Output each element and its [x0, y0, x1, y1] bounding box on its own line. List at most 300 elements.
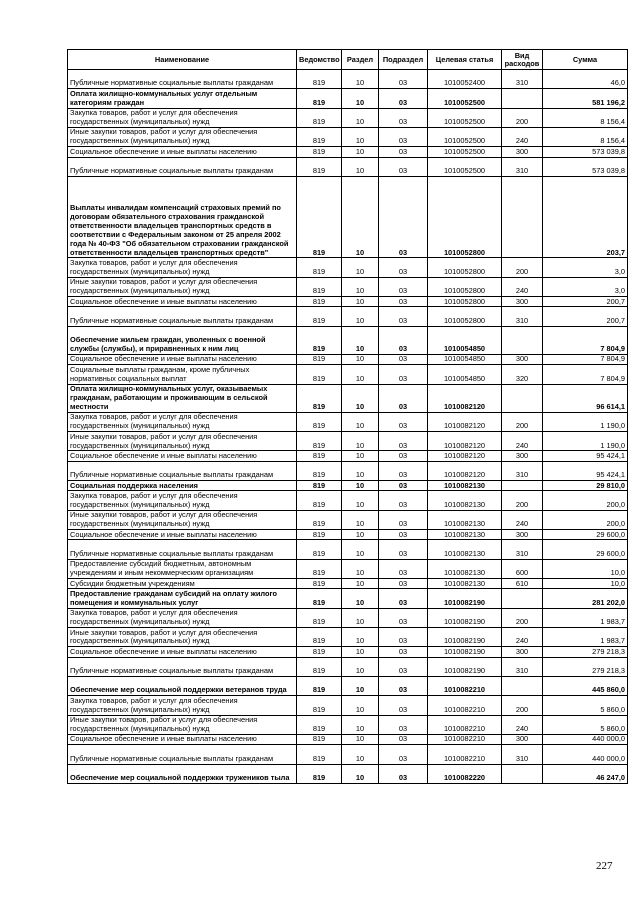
cell-cs: 1010082120 — [428, 451, 502, 461]
cell-ved: 819 — [297, 365, 342, 384]
cell-podrazdel: 03 — [379, 451, 428, 461]
cell-vr: 200 — [502, 108, 543, 127]
cell-sum: 29 810,0 — [543, 481, 628, 491]
cell-name: Закупка товаров, работ и услуг для обеспечения государственных (муниципальных) нужд — [68, 412, 297, 431]
cell-sum: 1 190,0 — [543, 412, 628, 431]
cell-razdel: 10 — [342, 589, 379, 608]
cell-podrazdel: 03 — [379, 147, 428, 157]
cell-cs: 1010082210 — [428, 715, 502, 734]
cell-cs: 1010082190 — [428, 589, 502, 608]
cell-podrazdel: 03 — [379, 354, 428, 364]
cell-vr: 610 — [502, 579, 543, 589]
cell-vr: 200 — [502, 608, 543, 627]
table-row — [68, 491, 628, 510]
cell-razdel: 10 — [342, 412, 379, 431]
cell-podrazdel: 03 — [379, 365, 428, 384]
cell-vr: 240 — [502, 277, 543, 296]
cell-sum: 7 804,9 — [543, 365, 628, 384]
cell-podrazdel: 03 — [379, 481, 428, 491]
cell-podrazdel: 03 — [379, 657, 428, 676]
table-row — [68, 647, 628, 657]
cell-sum: 573 039,8 — [543, 147, 628, 157]
cell-sum: 96 614,1 — [543, 384, 628, 412]
cell-vr — [502, 481, 543, 491]
cell-podrazdel: 03 — [379, 384, 428, 412]
cell-cs: 1010054850 — [428, 354, 502, 364]
cell-podrazdel: 03 — [379, 491, 428, 510]
col-header-sum: Сумма — [543, 50, 628, 70]
cell-razdel: 10 — [342, 540, 379, 559]
cell-podrazdel: 03 — [379, 258, 428, 277]
cell-name: Иные закупки товаров, работ и услуг для обеспечения государственных (муниципальных) нужд — [68, 432, 297, 451]
cell-ved: 819 — [297, 384, 342, 412]
cell-podrazdel: 03 — [379, 559, 428, 578]
cell-ved: 819 — [297, 647, 342, 657]
table-body — [68, 70, 628, 784]
cell-name: Публичные нормативные социальные выплаты гражданам — [68, 540, 297, 559]
cell-vr: 200 — [502, 491, 543, 510]
col-header-razdel: Раздел — [342, 50, 379, 70]
cell-sum: 46,0 — [543, 70, 628, 89]
cell-ved: 819 — [297, 734, 342, 744]
cell-vr: 240 — [502, 715, 543, 734]
cell-vr: 310 — [502, 657, 543, 676]
cell-ved: 819 — [297, 696, 342, 715]
cell-name: Социальное обеспечение и иные выплаты населению — [68, 147, 297, 157]
cell-razdel: 10 — [342, 354, 379, 364]
cell-cs: 1010082130 — [428, 540, 502, 559]
cell-vr: 310 — [502, 745, 543, 764]
table-row — [68, 354, 628, 364]
cell-podrazdel: 03 — [379, 277, 428, 296]
cell-razdel: 10 — [342, 147, 379, 157]
table-row — [68, 258, 628, 277]
col-header-podrazdel: Подраздел — [379, 50, 428, 70]
cell-razdel: 10 — [342, 70, 379, 89]
cell-podrazdel: 03 — [379, 677, 428, 696]
cell-cs: 1010052500 — [428, 108, 502, 127]
cell-name: Социальное обеспечение и иные выплаты населению — [68, 647, 297, 657]
cell-ved: 819 — [297, 715, 342, 734]
cell-ved: 819 — [297, 147, 342, 157]
cell-sum: 5 860,0 — [543, 715, 628, 734]
cell-razdel: 10 — [342, 734, 379, 744]
cell-sum: 445 860,0 — [543, 677, 628, 696]
cell-sum: 440 000,0 — [543, 745, 628, 764]
table-row — [68, 432, 628, 451]
table-row — [68, 764, 628, 783]
cell-name: Закупка товаров, работ и услуг для обеспечения государственных (муниципальных) нужд — [68, 608, 297, 627]
cell-sum: 29 600,0 — [543, 530, 628, 540]
cell-razdel: 10 — [342, 365, 379, 384]
cell-cs: 1010082120 — [428, 461, 502, 480]
table-row — [68, 176, 628, 258]
table-row — [68, 157, 628, 176]
cell-name: Публичные нормативные социальные выплаты гражданам — [68, 745, 297, 764]
cell-cs: 1010082220 — [428, 764, 502, 783]
table-row — [68, 70, 628, 89]
cell-razdel: 10 — [342, 176, 379, 258]
table-row — [68, 715, 628, 734]
cell-razdel: 10 — [342, 559, 379, 578]
cell-sum: 7 804,9 — [543, 326, 628, 354]
table-row — [68, 297, 628, 307]
cell-name: Предоставление субсидий бюджетным, автономным учреждениям и иным некоммерческим организациям — [68, 559, 297, 578]
cell-sum: 95 424,1 — [543, 451, 628, 461]
cell-name: Иные закупки товаров, работ и услуг для обеспечения государственных (муниципальных) нужд — [68, 628, 297, 647]
cell-cs: 1010082130 — [428, 579, 502, 589]
cell-ved: 819 — [297, 258, 342, 277]
cell-sum: 95 424,1 — [543, 461, 628, 480]
cell-ved: 819 — [297, 432, 342, 451]
cell-razdel: 10 — [342, 579, 379, 589]
table-row — [68, 745, 628, 764]
cell-sum: 10,0 — [543, 559, 628, 578]
budget-table — [67, 49, 628, 784]
table-row — [68, 696, 628, 715]
cell-cs: 1010082120 — [428, 432, 502, 451]
cell-vr — [502, 384, 543, 412]
cell-cs: 1010052500 — [428, 89, 502, 108]
cell-podrazdel: 03 — [379, 764, 428, 783]
cell-vr — [502, 176, 543, 258]
cell-podrazdel: 03 — [379, 127, 428, 146]
cell-vr: 300 — [502, 451, 543, 461]
cell-vr: 310 — [502, 540, 543, 559]
cell-sum: 279 218,3 — [543, 647, 628, 657]
cell-razdel: 10 — [342, 696, 379, 715]
cell-ved: 819 — [297, 354, 342, 364]
cell-cs: 1010082130 — [428, 559, 502, 578]
cell-name: Закупка товаров, работ и услуг для обеспечения государственных (муниципальных) нужд — [68, 696, 297, 715]
cell-vr: 240 — [502, 127, 543, 146]
cell-razdel: 10 — [342, 307, 379, 326]
cell-ved: 819 — [297, 297, 342, 307]
cell-cs: 1010082190 — [428, 647, 502, 657]
cell-cs: 1010052800 — [428, 258, 502, 277]
cell-podrazdel: 03 — [379, 461, 428, 480]
cell-ved: 819 — [297, 481, 342, 491]
cell-sum: 7 804,9 — [543, 354, 628, 364]
cell-sum: 279 218,3 — [543, 657, 628, 676]
table-row — [68, 89, 628, 108]
cell-ved: 819 — [297, 510, 342, 529]
col-header-ved: Ведомство — [297, 50, 342, 70]
cell-razdel: 10 — [342, 258, 379, 277]
cell-podrazdel: 03 — [379, 628, 428, 647]
cell-razdel: 10 — [342, 451, 379, 461]
cell-name: Иные закупки товаров, работ и услуг для обеспечения государственных (муниципальных) нужд — [68, 127, 297, 146]
cell-vr: 300 — [502, 297, 543, 307]
cell-name: Социальная поддержка населения — [68, 481, 297, 491]
cell-razdel: 10 — [342, 657, 379, 676]
cell-razdel: 10 — [342, 277, 379, 296]
cell-vr: 310 — [502, 70, 543, 89]
cell-ved: 819 — [297, 412, 342, 431]
cell-vr: 310 — [502, 461, 543, 480]
cell-vr: 240 — [502, 510, 543, 529]
table-row — [68, 510, 628, 529]
cell-ved: 819 — [297, 451, 342, 461]
table-row — [68, 307, 628, 326]
table-row — [68, 657, 628, 676]
cell-cs: 1010082190 — [428, 628, 502, 647]
cell-razdel: 10 — [342, 89, 379, 108]
col-header-name: Наименование — [68, 50, 297, 70]
cell-razdel: 10 — [342, 326, 379, 354]
cell-name: Социальные выплаты гражданам, кроме публичных нормативных социальных выплат — [68, 365, 297, 384]
cell-name: Предоставление гражданам субсидий на оплату жилого помещения и коммунальных услуг — [68, 589, 297, 608]
cell-name: Публичные нормативные социальные выплаты гражданам — [68, 157, 297, 176]
cell-razdel: 10 — [342, 745, 379, 764]
cell-podrazdel: 03 — [379, 647, 428, 657]
cell-podrazdel: 03 — [379, 589, 428, 608]
cell-name: Обеспечение жильем граждан, уволенных с военной службы (службы), и приравненных к ним лиц — [68, 326, 297, 354]
cell-vr: 300 — [502, 734, 543, 744]
cell-vr: 310 — [502, 157, 543, 176]
cell-vr — [502, 89, 543, 108]
cell-vr: 200 — [502, 412, 543, 431]
cell-cs: 1010052800 — [428, 297, 502, 307]
cell-sum: 200,7 — [543, 307, 628, 326]
cell-ved: 819 — [297, 657, 342, 676]
cell-cs: 1010082120 — [428, 412, 502, 431]
cell-podrazdel: 03 — [379, 157, 428, 176]
cell-ved: 819 — [297, 745, 342, 764]
cell-podrazdel: 03 — [379, 510, 428, 529]
cell-ved: 819 — [297, 608, 342, 627]
cell-name: Иные закупки товаров, работ и услуг для обеспечения государственных (муниципальных) нужд — [68, 715, 297, 734]
cell-ved: 819 — [297, 764, 342, 783]
cell-podrazdel: 03 — [379, 696, 428, 715]
cell-ved: 819 — [297, 579, 342, 589]
page-number: 227 — [596, 860, 613, 872]
cell-vr: 310 — [502, 307, 543, 326]
cell-razdel: 10 — [342, 715, 379, 734]
cell-razdel: 10 — [342, 491, 379, 510]
cell-ved: 819 — [297, 461, 342, 480]
cell-podrazdel: 03 — [379, 432, 428, 451]
cell-name: Социальное обеспечение и иные выплаты населению — [68, 354, 297, 364]
cell-sum: 200,0 — [543, 510, 628, 529]
cell-cs: 1010082210 — [428, 734, 502, 744]
table-row — [68, 461, 628, 480]
cell-name: Обеспечение мер социальной поддержки ветеранов труда — [68, 677, 297, 696]
cell-sum: 440 000,0 — [543, 734, 628, 744]
cell-vr: 200 — [502, 696, 543, 715]
cell-podrazdel: 03 — [379, 70, 428, 89]
table-row — [68, 108, 628, 127]
cell-razdel: 10 — [342, 677, 379, 696]
cell-name: Иные закупки товаров, работ и услуг для обеспечения государственных (муниципальных) нужд — [68, 510, 297, 529]
table-row — [68, 677, 628, 696]
cell-vr: 600 — [502, 559, 543, 578]
cell-podrazdel: 03 — [379, 745, 428, 764]
cell-sum: 5 860,0 — [543, 696, 628, 715]
cell-cs: 1010052500 — [428, 157, 502, 176]
cell-razdel: 10 — [342, 647, 379, 657]
table-row — [68, 326, 628, 354]
table-row — [68, 384, 628, 412]
cell-vr — [502, 589, 543, 608]
cell-cs: 1010082210 — [428, 696, 502, 715]
cell-ved: 819 — [297, 176, 342, 258]
cell-razdel: 10 — [342, 297, 379, 307]
cell-name: Социальное обеспечение и иные выплаты населению — [68, 451, 297, 461]
table-row — [68, 451, 628, 461]
cell-podrazdel: 03 — [379, 608, 428, 627]
cell-ved: 819 — [297, 277, 342, 296]
table-row — [68, 628, 628, 647]
cell-razdel: 10 — [342, 108, 379, 127]
cell-ved: 819 — [297, 89, 342, 108]
cell-sum: 46 247,0 — [543, 764, 628, 783]
cell-cs: 1010082190 — [428, 608, 502, 627]
cell-vr: 300 — [502, 647, 543, 657]
cell-cs: 1010082130 — [428, 491, 502, 510]
cell-razdel: 10 — [342, 510, 379, 529]
cell-vr: 200 — [502, 258, 543, 277]
cell-razdel: 10 — [342, 530, 379, 540]
cell-razdel: 10 — [342, 608, 379, 627]
cell-vr: 240 — [502, 628, 543, 647]
cell-ved: 819 — [297, 530, 342, 540]
cell-sum: 573 039,8 — [543, 157, 628, 176]
cell-sum: 1 190,0 — [543, 432, 628, 451]
cell-name: Социальное обеспечение и иные выплаты населению — [68, 297, 297, 307]
cell-name: Публичные нормативные социальные выплаты гражданам — [68, 307, 297, 326]
cell-name: Закупка товаров, работ и услуг для обеспечения государственных (муниципальных) нужд — [68, 258, 297, 277]
cell-ved: 819 — [297, 677, 342, 696]
cell-podrazdel: 03 — [379, 307, 428, 326]
cell-vr: 300 — [502, 354, 543, 364]
cell-podrazdel: 03 — [379, 715, 428, 734]
cell-cs: 1010052400 — [428, 70, 502, 89]
cell-ved: 819 — [297, 628, 342, 647]
table-row — [68, 412, 628, 431]
table-row — [68, 589, 628, 608]
cell-sum: 281 202,0 — [543, 589, 628, 608]
cell-sum: 8 156,4 — [543, 127, 628, 146]
cell-cs: 1010054850 — [428, 326, 502, 354]
col-header-vr: Вид расходов — [502, 50, 543, 70]
table-row — [68, 530, 628, 540]
cell-cs: 1010082130 — [428, 481, 502, 491]
cell-name: Социальное обеспечение и иные выплаты населению — [68, 530, 297, 540]
cell-name: Публичные нормативные социальные выплаты гражданам — [68, 657, 297, 676]
cell-podrazdel: 03 — [379, 734, 428, 744]
cell-ved: 819 — [297, 157, 342, 176]
cell-name: Социальное обеспечение и иные выплаты населению — [68, 734, 297, 744]
cell-name: Выплаты инвалидам компенсаций страховых премий по договорам обязательного страхования гражданской ответственности владельцев транспортных средств в соответствии с Федеральным законом от 25 апреля 2002 года № 40-ФЗ "Об обязательном страховании гражданской ответственности владельцев транспортных средств" — [68, 176, 297, 258]
cell-ved: 819 — [297, 108, 342, 127]
table-row — [68, 559, 628, 578]
table-row — [68, 734, 628, 744]
table-row — [68, 608, 628, 627]
cell-cs: 1010082190 — [428, 657, 502, 676]
cell-ved: 819 — [297, 127, 342, 146]
cell-vr: 320 — [502, 365, 543, 384]
table-row — [68, 127, 628, 146]
cell-razdel: 10 — [342, 127, 379, 146]
cell-cs: 1010082210 — [428, 745, 502, 764]
table-row — [68, 540, 628, 559]
cell-vr — [502, 764, 543, 783]
table-header-row — [68, 50, 628, 70]
cell-podrazdel: 03 — [379, 176, 428, 258]
cell-sum: 203,7 — [543, 176, 628, 258]
table-row — [68, 481, 628, 491]
cell-cs: 1010052800 — [428, 277, 502, 296]
cell-name: Обеспечение мер социальной поддержки тружеников тыла — [68, 764, 297, 783]
cell-podrazdel: 03 — [379, 540, 428, 559]
cell-razdel: 10 — [342, 384, 379, 412]
cell-sum: 8 156,4 — [543, 108, 628, 127]
table-row — [68, 277, 628, 296]
cell-podrazdel: 03 — [379, 326, 428, 354]
cell-podrazdel: 03 — [379, 412, 428, 431]
cell-ved: 819 — [297, 559, 342, 578]
cell-sum: 1 983,7 — [543, 628, 628, 647]
cell-name: Оплата жилищно-коммунальных услуг отдельным категориям граждан — [68, 89, 297, 108]
cell-razdel: 10 — [342, 628, 379, 647]
table-row — [68, 147, 628, 157]
cell-vr — [502, 326, 543, 354]
cell-cs: 1010082210 — [428, 677, 502, 696]
cell-razdel: 10 — [342, 481, 379, 491]
cell-cs: 1010052500 — [428, 147, 502, 157]
cell-cs: 1010054850 — [428, 365, 502, 384]
table-row — [68, 365, 628, 384]
cell-podrazdel: 03 — [379, 579, 428, 589]
cell-podrazdel: 03 — [379, 297, 428, 307]
cell-ved: 819 — [297, 491, 342, 510]
cell-cs: 1010052500 — [428, 127, 502, 146]
cell-sum: 3,0 — [543, 277, 628, 296]
cell-vr: 300 — [502, 147, 543, 157]
cell-ved: 819 — [297, 326, 342, 354]
cell-podrazdel: 03 — [379, 108, 428, 127]
col-header-cs: Целевая статья — [428, 50, 502, 70]
cell-name: Оплата жилищно-коммунальных услуг, оказываемых гражданам, работающим и проживающим в сельской местности — [68, 384, 297, 412]
cell-name: Субсидии бюджетным учреждениям — [68, 579, 297, 589]
cell-sum: 581 196,2 — [543, 89, 628, 108]
cell-sum: 10,0 — [543, 579, 628, 589]
cell-razdel: 10 — [342, 157, 379, 176]
cell-razdel: 10 — [342, 764, 379, 783]
cell-ved: 819 — [297, 589, 342, 608]
cell-sum: 1 983,7 — [543, 608, 628, 627]
cell-cs: 1010082130 — [428, 530, 502, 540]
cell-sum: 200,7 — [543, 297, 628, 307]
cell-vr: 240 — [502, 432, 543, 451]
cell-cs: 1010052800 — [428, 176, 502, 258]
cell-ved: 819 — [297, 540, 342, 559]
cell-sum: 200,0 — [543, 491, 628, 510]
cell-vr: 300 — [502, 530, 543, 540]
cell-name: Публичные нормативные социальные выплаты гражданам — [68, 70, 297, 89]
cell-name: Публичные нормативные социальные выплаты гражданам — [68, 461, 297, 480]
cell-razdel: 10 — [342, 461, 379, 480]
cell-cs: 1010082120 — [428, 384, 502, 412]
cell-name: Закупка товаров, работ и услуг для обеспечения государственных (муниципальных) нужд — [68, 491, 297, 510]
cell-sum: 3,0 — [543, 258, 628, 277]
cell-podrazdel: 03 — [379, 89, 428, 108]
cell-name: Закупка товаров, работ и услуг для обеспечения государственных (муниципальных) нужд — [68, 108, 297, 127]
cell-sum: 29 600,0 — [543, 540, 628, 559]
table-row — [68, 579, 628, 589]
cell-podrazdel: 03 — [379, 530, 428, 540]
